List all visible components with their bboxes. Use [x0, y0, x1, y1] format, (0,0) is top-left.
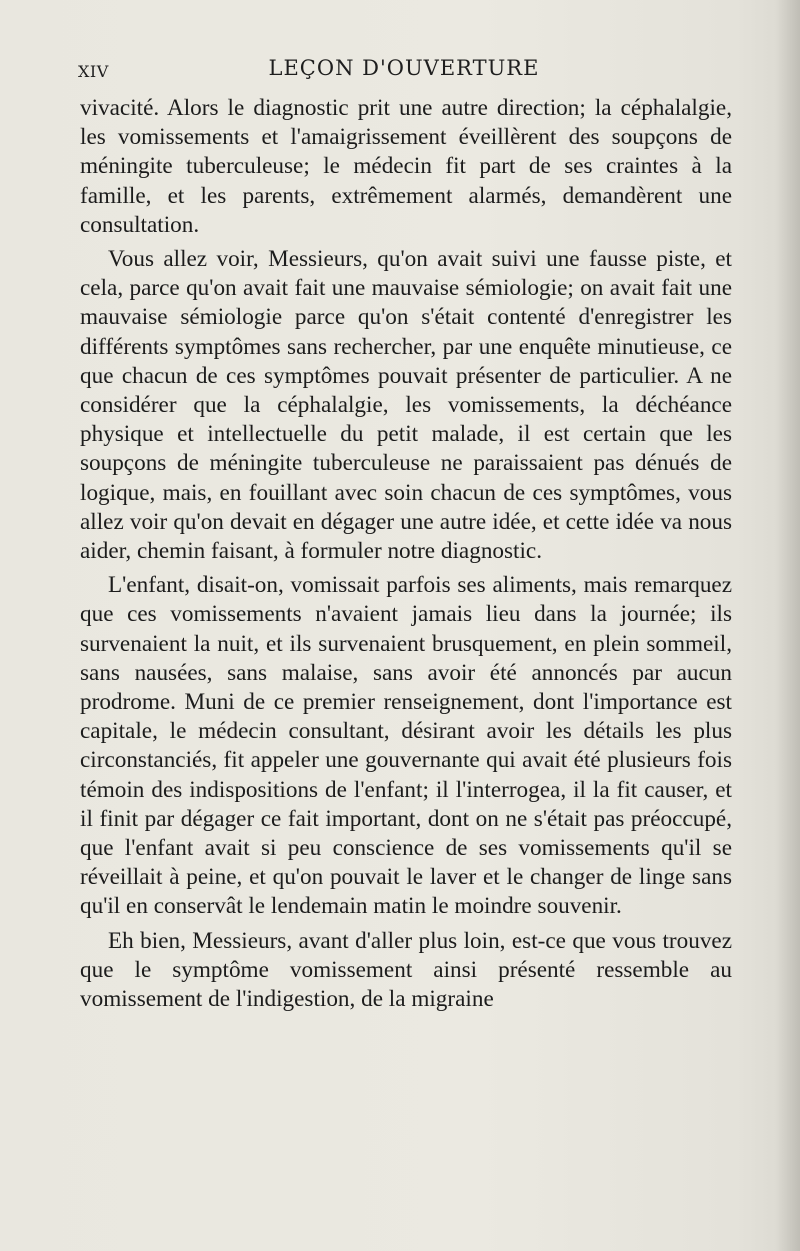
page-header	[78, 56, 730, 86]
paragraph: vivacité. Alors le diagnostic prit une autre direction; la céphalalgie, les vomissements et l'amaigrissement éveillèrent des soupçons de méningite tuberculeuse; le médecin fit part de ses craintes à la famille, et les parents, extrêmement alarmés, demandèrent une consultation.	[80, 95, 732, 238]
paragraph: L'enfant, disait-on, vomissait parfois ses aliments, mais remarquez que ces vomissements n'avaient jamais lieu dans la journée; ils survenaient la nuit, et ils survenaient brusquement, en plein sommeil, sans nausées, sans malaise, sans avoir été annoncés par aucun prodrome. Muni de ce premier renseignement, dont l'importance est capitale, le médecin consultant, désirant avoir les détails les plus circonstanciés, fit appeler une gouvernante qui avait été plusieurs fois témoin des indispositions de l'enfant; il l'interrogea, il la fit causer, et il finit par dégager ce fait important, dont on ne s'était pas préoccupé, que l'enfant avait si peu conscience de ses vomissements qu'il se réveillait à peine, et qu'on pouvait le laver et le changer de linge sans qu'il en conservât le lendemain matin le moindre souvenir.	[80, 572, 732, 920]
paragraph: Eh bien, Messieurs, avant d'aller plus loin, est-ce que vous trouvez que le symptôme vomissement ainsi présenté ressemble au vomissement de l'indigestion, de la migraine	[80, 927, 732, 1013]
page-number: XIV	[78, 62, 109, 81]
body-text	[80, 94, 732, 1014]
running-head: LEÇON D'OUVERTURE	[268, 56, 540, 80]
page-edge-shadow	[776, 0, 800, 1251]
paragraph: Vous allez voir, Messieurs, qu'on avait suivi une fausse piste, et cela, parce qu'on avait fait une mauvaise sémiologie; on avait fait une mauvaise sémiologie parce qu'on s'était contenté d'enregistrer les différents symptômes sans rechercher, par une enquête minutieuse, ce que chacun de ces symptômes pouvait présenter de particulier. A ne considérer que la céphalalgie, les vomissements, la déchéance physique et intellectuelle du petit malade, il est certain que les soupçons de méningite tuberculeuse ne paraissaient pas dénués de logique, mais, en fouillant avec soin chacun de ces symptômes, vous allez voir qu'on devait en dégager une autre idée, et cette idée va nous aider, chemin faisant, à formuler notre diagnostic.	[80, 246, 732, 565]
